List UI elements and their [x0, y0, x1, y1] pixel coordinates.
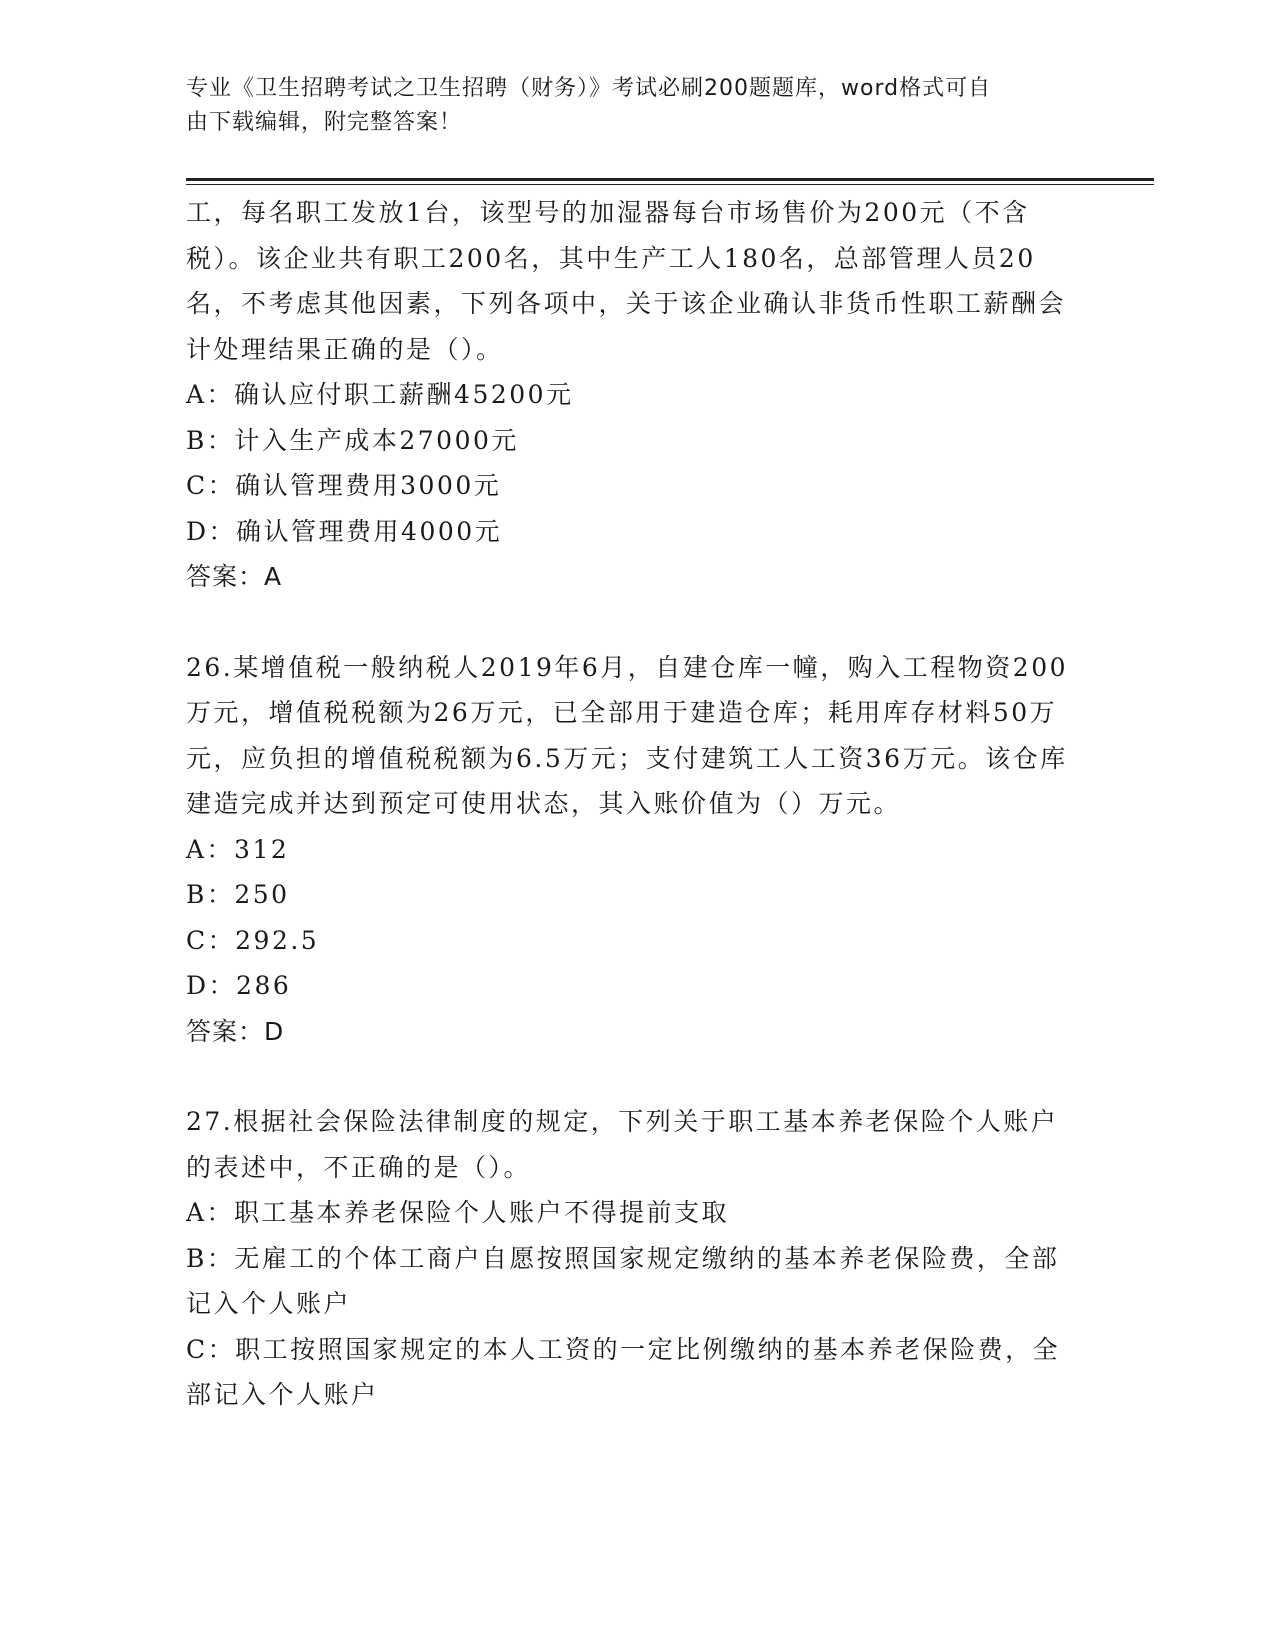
question-stem: 工，每名职工发放1台，该型号的加湿器每台市场售价为200元（不含税）。该企业共有职工200名，其中生产工人180名，总部管理人员20名，不考虑其他因素，下列各项中，关于该企业确认非货币性职工薪酬会计处理结果正确的是（）。 — [186, 198, 1067, 364]
option-c: C：292.5 — [186, 925, 320, 955]
question-content — [186, 190, 1076, 1418]
option-a: A：312 — [186, 834, 290, 864]
question-stem: 26.某增值税一般纳税人2019年6月，自建仓库一幢，购入工程物资200万元，增值税税额为26万元，已全部用于建造仓库；耗用库存材料50万元，应负担的增值税税额为6.5万元；支付建筑工人工资36万元。该仓库建造完成并达到预定可使用状态，其入账价值为（）万元。 — [186, 652, 1069, 818]
option-b: B：无雇工的个体工商户自愿按照国家规定缴纳的基本养老保险费，全部记入个人账户 — [186, 1243, 1060, 1318]
question-27 — [186, 1099, 1076, 1418]
option-a: A：职工基本养老保险个人账户不得提前支取 — [186, 1198, 730, 1227]
answer-line: 答案：D — [186, 1016, 285, 1046]
spacer — [186, 600, 1076, 645]
question-25 — [186, 190, 1076, 600]
option-a: A：确认应付职工薪酬45200元 — [186, 380, 574, 409]
page-header — [186, 72, 1066, 140]
header-rule-thin — [186, 184, 1154, 185]
option-d: D：286 — [186, 971, 292, 1000]
header-line-1: 专业《卫生招聘考试之卫生招聘（财务）》考试必刷200题题库，word格式可自 — [186, 76, 992, 101]
header-rule-thick — [186, 178, 1154, 181]
question-stem: 27.根据社会保险法律制度的规定，下列关于职工基本养老保险个人账户的表述中，不正确的是（）。 — [186, 1107, 1059, 1182]
option-c: C：职工按照国家规定的本人工资的一定比例缴纳的基本养老保险费，全部记入个人账户 — [186, 1334, 1061, 1409]
question-26 — [186, 645, 1076, 1055]
option-d: D：确认管理费用4000元 — [186, 516, 503, 546]
answer-line: 答案：A — [186, 562, 283, 591]
option-b: B：计入生产成本27000元 — [186, 425, 519, 455]
option-c: C：确认管理费用3000元 — [186, 471, 502, 500]
header-line-2: 由下载编辑，附完整答案！ — [186, 110, 463, 135]
spacer — [186, 1054, 1076, 1099]
option-b: B：250 — [186, 880, 290, 909]
